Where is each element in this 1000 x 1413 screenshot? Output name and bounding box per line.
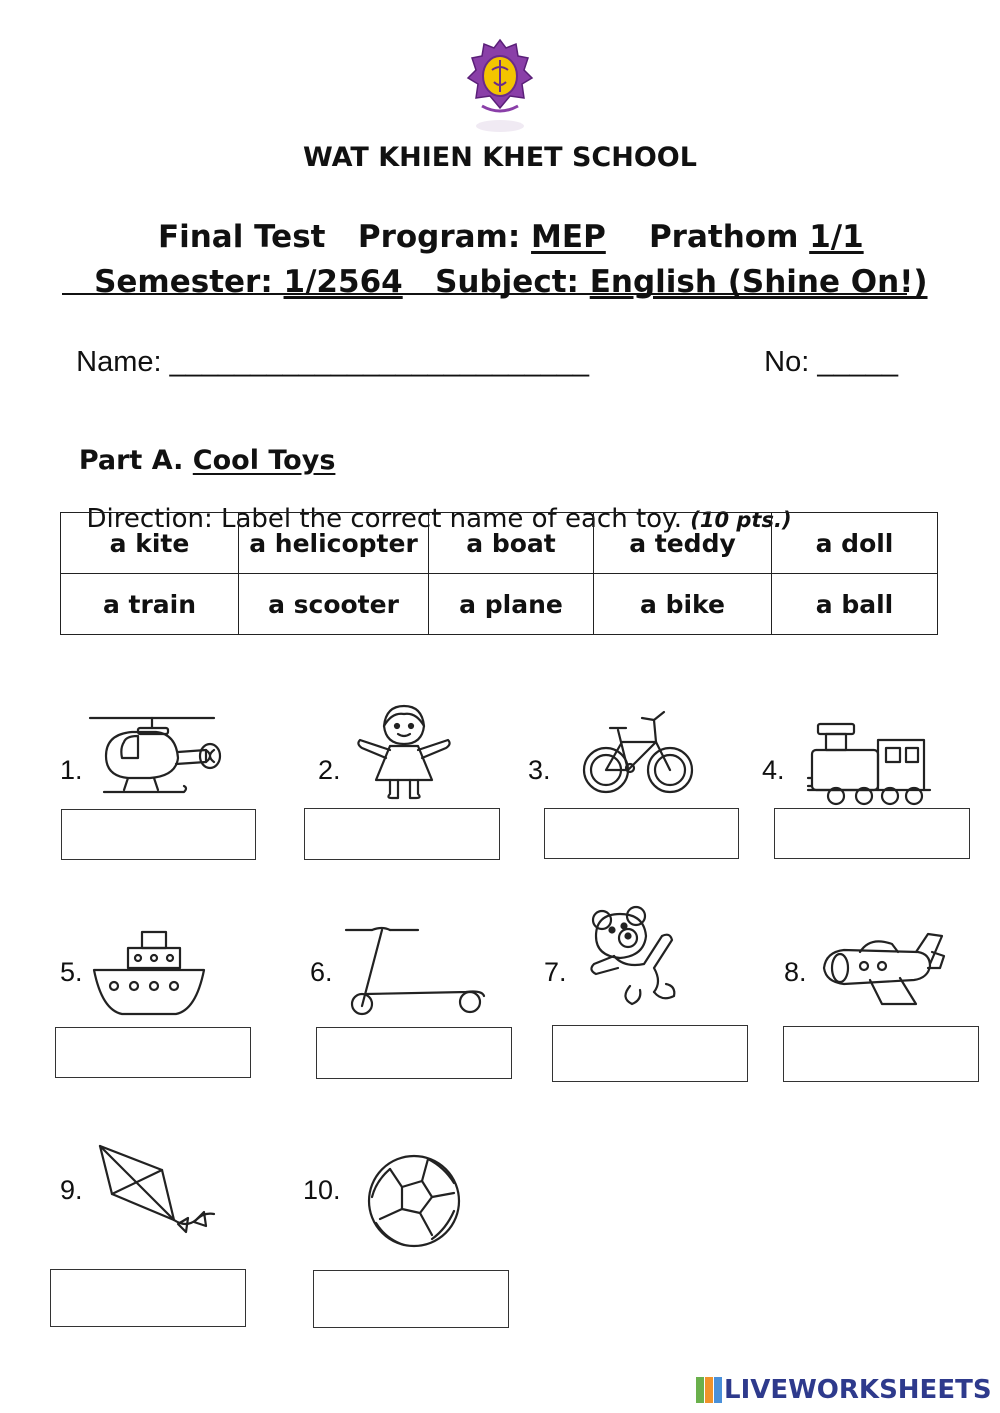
answer-box-6[interactable] xyxy=(316,1027,512,1079)
kite-icon xyxy=(96,1142,220,1238)
name-blank[interactable]: __________________________ xyxy=(169,346,589,378)
prathom-text: Prathom xyxy=(605,219,810,255)
item-number: 10. xyxy=(303,1175,341,1205)
name-label: Name: xyxy=(76,346,170,378)
answer-box-5[interactable] xyxy=(55,1027,251,1078)
program-value: MEP xyxy=(531,219,606,255)
number-field[interactable] xyxy=(748,313,898,379)
answer-box-9[interactable] xyxy=(50,1269,246,1327)
word-cell: a helicopter xyxy=(239,513,429,574)
no-blank[interactable]: _____ xyxy=(817,346,898,378)
answer-box-1[interactable] xyxy=(61,809,256,860)
part-label: Part A. xyxy=(78,445,193,476)
points-label: (10 pts.) xyxy=(690,508,792,532)
item-number: 8. xyxy=(784,957,807,987)
item-number: 9. xyxy=(60,1175,83,1205)
part-title: Cool Toys xyxy=(192,445,336,476)
test-info-text: Final Test Program: xyxy=(157,219,532,255)
direction-label: Direction: Label the correct name of each toy. xyxy=(86,504,691,534)
word-cell: a doll xyxy=(772,513,938,574)
boat-icon xyxy=(92,930,208,1018)
word-cell: a bike xyxy=(594,574,772,635)
class-value: 1/1 xyxy=(809,219,864,255)
plane-icon xyxy=(820,928,948,1012)
name-field[interactable] xyxy=(60,313,589,379)
answer-box-8[interactable] xyxy=(783,1026,979,1082)
word-cell: a scooter xyxy=(239,574,429,635)
semester-line xyxy=(0,228,1000,300)
school-name: WAT KHIEN KHET SCHOOL xyxy=(303,142,697,173)
liveworksheets-brand: LIVEWORKSHEETS xyxy=(724,1375,992,1405)
word-cell: a train xyxy=(61,574,239,635)
item-number: 5. xyxy=(60,957,83,987)
subject-value: English (Shine On!) xyxy=(589,264,928,300)
item-number: 3. xyxy=(528,755,551,785)
train-icon xyxy=(806,720,932,808)
ball-icon xyxy=(366,1153,462,1249)
header-divider xyxy=(62,293,907,295)
item-number: 6. xyxy=(310,957,333,987)
school-logo xyxy=(462,36,538,136)
word-bank-table xyxy=(60,512,938,635)
scooter-icon xyxy=(342,922,490,1018)
answer-box-2[interactable] xyxy=(304,808,500,860)
liveworksheets-logo xyxy=(696,1376,992,1404)
item-number: 7. xyxy=(544,957,567,987)
word-cell: a plane xyxy=(429,574,594,635)
word-cell: a kite xyxy=(61,513,239,574)
word-cell: a ball xyxy=(772,574,938,635)
answer-box-3[interactable] xyxy=(544,808,739,859)
item-number: 2. xyxy=(318,755,341,785)
answer-box-7[interactable] xyxy=(552,1025,748,1082)
word-cell: a teddy xyxy=(594,513,772,574)
word-bank-row xyxy=(61,574,938,635)
part-heading xyxy=(60,414,335,476)
helicopter-icon xyxy=(88,712,228,804)
semester-label: Semester: xyxy=(94,264,284,300)
answer-box-10[interactable] xyxy=(313,1270,509,1328)
word-cell: a boat xyxy=(429,513,594,574)
no-label: No: xyxy=(764,346,818,378)
doll-icon xyxy=(352,700,456,802)
teddy-icon xyxy=(584,906,690,1008)
bike-icon xyxy=(582,706,694,798)
item-number: 1. xyxy=(60,755,83,785)
semester-value: 1/2564 xyxy=(283,264,403,300)
liveworksheets-icon xyxy=(696,1377,722,1403)
word-bank-row xyxy=(61,513,938,574)
answer-box-4[interactable] xyxy=(774,808,970,859)
subject-label: Subject: xyxy=(402,264,590,300)
item-number: 4. xyxy=(762,755,785,785)
